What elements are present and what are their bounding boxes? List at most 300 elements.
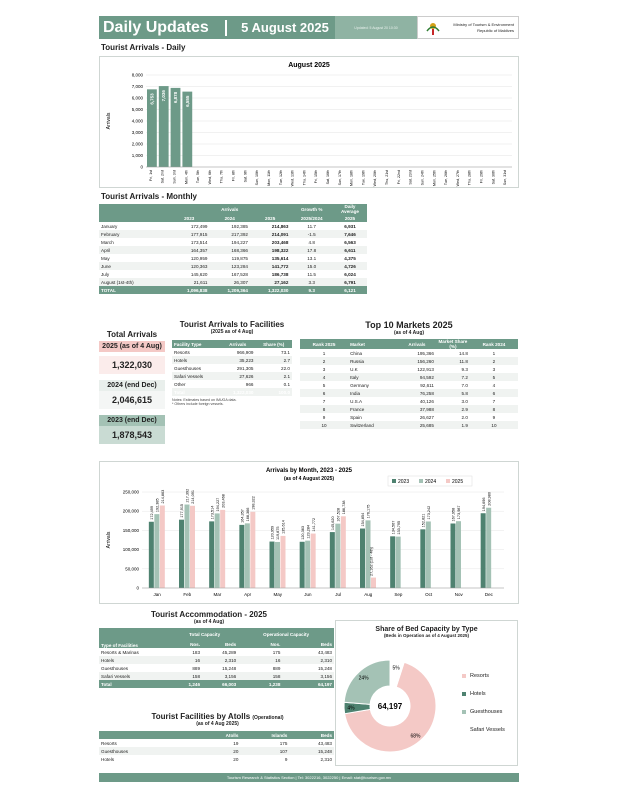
kpi-2023-value: 1,878,543 xyxy=(99,426,165,444)
arr-2025-cell: 214,863 xyxy=(271,223,289,229)
table-row xyxy=(300,405,518,413)
kpi-2024-label: 2024 (end Dec) xyxy=(99,380,165,391)
market-arr-cell: 40,126 xyxy=(419,398,434,404)
slice-label: 24% xyxy=(358,675,369,682)
arr-2023-cell: 120,363 xyxy=(169,262,209,270)
x-tick-label: Fri, 29th xyxy=(479,170,484,184)
prev-rank-cell: 8 xyxy=(470,405,518,413)
table-row xyxy=(300,357,518,365)
market-cell: Russia xyxy=(348,357,398,365)
market-arr-cell: 25,685 xyxy=(398,421,436,429)
month-cell: TOTAL xyxy=(99,286,169,294)
market-arr-cell: 195,366 xyxy=(417,350,434,356)
monthly-section-title: Tourist Arrivals - Monthly xyxy=(101,192,198,201)
fac-share-cell: 0.1 xyxy=(283,381,290,387)
acc-nos-cell: 889 xyxy=(192,665,201,671)
report-date: 5 August 2025 xyxy=(241,20,329,35)
arr-2023-cell: 164,357 xyxy=(169,246,209,254)
atolls-table xyxy=(99,731,334,763)
bar-value-label: 167,528 xyxy=(336,507,341,522)
ministry-block xyxy=(417,16,519,39)
fac-share-cell: 2.1 xyxy=(255,372,292,380)
year-2024-header: 2024 xyxy=(209,214,249,222)
month-cell: August (1st-4th) xyxy=(99,278,169,286)
prev-rank-cell: 3 xyxy=(492,366,496,372)
month-bar xyxy=(360,529,365,588)
table-row xyxy=(172,348,292,356)
month-cell: June xyxy=(99,262,169,270)
markets-subtitle: (as of 4 Aug) xyxy=(393,330,425,336)
type-header: Type of Facilities xyxy=(99,628,171,648)
atolls-subtitle: (as of 4 Aug 2025) xyxy=(196,721,239,727)
atolls-table-wrap xyxy=(99,731,334,763)
facility-cell: Total xyxy=(172,388,220,396)
bar-value-label: 173,987 xyxy=(457,505,462,520)
acc-obeds-cell: 43,483 xyxy=(317,649,332,655)
markets-table xyxy=(300,339,518,429)
atoll-beds-cell: 15,248 xyxy=(289,747,334,755)
bar-value-label: 177,915 xyxy=(180,503,185,518)
accommodation-table-wrap xyxy=(99,628,334,688)
table-row xyxy=(99,238,367,246)
table-row xyxy=(99,755,334,763)
table-row xyxy=(300,349,518,357)
fac-arrivals-cell: 966 xyxy=(245,381,254,387)
legend-swatch xyxy=(446,479,450,483)
bymonth-title: Arrivals by Month, 2023 - 2025 xyxy=(265,468,353,474)
rank-2025-header: Rank 2025 xyxy=(300,339,348,349)
legend-label: 2023 xyxy=(398,479,410,485)
slice-label: 68% xyxy=(410,733,421,740)
month-bar xyxy=(335,524,340,588)
market-header: Market xyxy=(348,339,398,349)
bar-value-label: 6,878 xyxy=(173,91,179,104)
fac-arrivals-cell: 1,322,030 xyxy=(220,388,255,396)
market-arr-cell: 92,611 xyxy=(420,382,434,388)
arr-2024-cell: 1,209,364 xyxy=(209,286,249,294)
market-cell: India xyxy=(348,389,398,397)
facilities-table-wrap xyxy=(172,340,292,406)
fac-arrivals-cell: 966,909 xyxy=(236,349,254,355)
rank-cell: 2 xyxy=(300,357,348,365)
market-share-cell: 11.8 xyxy=(436,357,470,365)
market-arr-cell: 156,260 xyxy=(398,357,436,365)
y-tick-label: 3,000 xyxy=(131,130,143,135)
bar-value-label: 194,696 xyxy=(481,497,486,512)
arr-2024-cell: 119,875 xyxy=(231,255,248,261)
facility-cell: Other xyxy=(174,381,186,387)
market-share-cell: 14.8 xyxy=(458,350,468,356)
month-cell: April xyxy=(99,246,169,254)
x-tick-label: Tue, 26th xyxy=(444,170,449,186)
month-bar xyxy=(245,523,250,588)
bar-value-label: 134,567 xyxy=(391,520,396,535)
x-tick-label: Sat, 16th xyxy=(326,170,330,185)
markets-title: Top 10 Markets 2025 xyxy=(365,320,453,330)
month-cell: May xyxy=(101,255,110,261)
prev-rank-cell: 7 xyxy=(492,398,496,404)
arr-2024-cell: 192,385 xyxy=(231,223,248,229)
acc-onos-cell: 175 xyxy=(272,649,281,655)
island-count-cell: 107 xyxy=(240,747,289,755)
month-bar xyxy=(371,578,376,588)
daily-chart-title: August 2025 xyxy=(288,62,330,69)
table-row xyxy=(99,262,367,270)
acc-type-cell: Guesthouses xyxy=(101,665,129,671)
atoll-type-cell: Hotels xyxy=(101,756,115,762)
month-cell: July xyxy=(101,271,110,277)
table-row xyxy=(99,246,367,254)
x-tick-label: Mon, 4th xyxy=(184,170,189,184)
atoll-beds-cell: 2,310 xyxy=(320,756,332,762)
market-cell: U.K xyxy=(350,366,358,372)
table-row xyxy=(99,664,334,672)
market-arr-cell: 122,913 xyxy=(417,366,434,372)
ministry-country: Republic of Maldives xyxy=(477,27,514,33)
x-tick-label: Apr xyxy=(244,592,252,597)
footer: Tourism Research & Statistics Section | Tel: 3022216, 3022250 | Email: stat@tourism.gov.mv xyxy=(99,773,519,782)
arr-2025-cell: 135,614 xyxy=(271,255,289,261)
arr-2025-cell: 203,468 xyxy=(271,239,289,245)
y-tick-label: 200,000 xyxy=(122,508,139,514)
table-row xyxy=(172,356,292,364)
x-tick-label: Mon, 25th xyxy=(432,170,437,186)
bar-value-label: 7,036 xyxy=(161,90,167,102)
arr-2025-cell: 186,738 xyxy=(271,271,289,277)
y-tick-label: 8,000 xyxy=(131,72,143,78)
x-tick-label: Sun, 31st xyxy=(503,170,508,186)
facility-cell: Hotels xyxy=(172,356,220,364)
facilities-table xyxy=(172,340,292,396)
acc-type-cell: Hotels xyxy=(99,656,171,664)
x-tick-label: Aug xyxy=(364,592,373,597)
daily-section-title: Tourist Arrivals - Daily xyxy=(101,43,186,52)
x-tick-label: Sun, 17th xyxy=(337,170,342,186)
acc-type-cell: Safari Vessels xyxy=(99,672,171,680)
kpi-2025-value: 1,322,030 xyxy=(99,356,165,374)
daily-avg-cell: 4,375 xyxy=(344,255,356,261)
table-total-row xyxy=(99,680,334,688)
acc-beds-cell: 15,248 xyxy=(222,665,237,671)
market-cell: China xyxy=(350,350,363,356)
bar-value-label: 214,091 xyxy=(191,490,196,504)
daily-sub-header: 2025 xyxy=(333,214,367,222)
facility-cell: Guesthouses xyxy=(174,365,202,371)
x-tick-label: Dec xyxy=(484,592,493,597)
acc-beds-cell: 45,289 xyxy=(222,649,237,655)
month-bar xyxy=(481,513,486,588)
monthly-table xyxy=(99,204,367,294)
legend-swatch xyxy=(419,479,423,483)
operational-capacity-header: Operational Capacity xyxy=(238,628,334,640)
month-bar xyxy=(390,536,395,588)
table-row xyxy=(300,421,518,429)
bar-value-label: 167,958 xyxy=(451,507,456,522)
facilities-title: Tourist Arrivals to Facilities xyxy=(179,320,285,329)
x-tick-label: Wed, 13th xyxy=(290,170,295,187)
table-row xyxy=(300,389,518,397)
prev-rank-cell: 4 xyxy=(492,382,496,388)
market-cell: Switzerland xyxy=(348,421,398,429)
month-bar xyxy=(300,542,305,588)
atolls-title-sub: (Operational) xyxy=(252,715,284,721)
x-tick-label: Mon, 11th xyxy=(266,170,271,186)
month-bar xyxy=(420,529,425,588)
bymonth-subtitle: (as of 4 August 2025) xyxy=(283,476,335,482)
legend-label: 2025 xyxy=(452,479,464,485)
bymonth-chart-box xyxy=(99,461,519,604)
prev-rank-cell: 5 xyxy=(470,373,518,381)
x-tick-label: Tue, 19th xyxy=(361,170,366,186)
bar-value-label: 119,875 xyxy=(276,526,281,540)
bar-value-label: 173,514 xyxy=(210,505,215,520)
daily-chart xyxy=(100,57,518,187)
y-tick-label: 1,000 xyxy=(131,153,143,158)
x-tick-label: Mar xyxy=(213,592,222,597)
table-row xyxy=(99,230,367,238)
bar-value-label: 214,863 xyxy=(161,489,166,504)
market-arr-cell: 76,258 xyxy=(398,389,436,397)
facility-share-header: Share (%) xyxy=(255,340,292,348)
y-tick-label: 7,000 xyxy=(131,84,143,89)
bar-value-label: 192,385 xyxy=(155,498,160,513)
y-tick-label: 4,000 xyxy=(131,118,143,124)
month-bar xyxy=(160,505,165,588)
bedshare-title: Share of Bed Capacity by Type xyxy=(375,626,478,633)
facility-cell: Safari Vessels xyxy=(172,372,220,380)
facilities-note-2: * Others include foreign vessels. xyxy=(172,402,224,406)
market-share-cell: 7.0 xyxy=(461,382,468,388)
month-bar xyxy=(341,516,346,588)
fac-arrivals-cell: 27,626 xyxy=(220,372,255,380)
acc-onos-cell: 889 xyxy=(272,665,281,671)
bar-value-label: 6,555 xyxy=(184,95,190,107)
bar-value-label: 173,242 xyxy=(427,505,432,520)
y-tick-label: 100,000 xyxy=(122,547,139,553)
acc-nos-cell: 1,246 xyxy=(171,680,202,688)
legend-swatch xyxy=(392,479,396,483)
market-share-cell: 2.0 xyxy=(461,414,468,420)
arr-2024-cell: 167,528 xyxy=(231,271,248,277)
month-bar xyxy=(154,514,159,588)
table-row xyxy=(300,413,518,421)
prev-rank-cell: 10 xyxy=(470,421,518,429)
bar-value-label: 217,392 xyxy=(185,488,190,503)
y-tick-label: 6,000 xyxy=(131,95,143,101)
acc-onos-cell: 1,238 xyxy=(238,680,282,688)
month-bar xyxy=(250,512,255,588)
oper-nos-header: Nos. xyxy=(238,640,282,648)
market-share-cell: 9.3 xyxy=(461,366,468,372)
x-tick-label: Tue, 12th xyxy=(278,170,283,186)
growth-cell: 3.3 xyxy=(290,278,333,286)
market-arr-cell: 37,988 xyxy=(398,405,436,413)
oper-beds-header: Beds xyxy=(282,640,334,648)
fac-share-cell: 73.1 xyxy=(281,349,290,355)
rank-cell: 6 xyxy=(300,389,348,397)
daily-avg-cell: 6,024 xyxy=(344,271,356,277)
daily-avg-header: Daily Average xyxy=(333,204,367,214)
bar-value-label: 154,854 xyxy=(361,512,366,527)
growth-cell: 13.1 xyxy=(307,255,317,261)
month-bar xyxy=(486,508,491,588)
bar-value-label: 152,821 xyxy=(421,513,426,528)
acc-beds-cell: 2,310 xyxy=(202,656,238,664)
x-tick-label: Thu, 7th xyxy=(219,170,224,184)
facilities-subtitle: (2025 as of 4 Aug) xyxy=(210,329,254,335)
atoll-type-cell: Guesthouses xyxy=(99,747,199,755)
arr-2023-cell: 177,915 xyxy=(169,230,209,238)
market-share-cell: 2.9 xyxy=(436,405,470,413)
legend-safari: Safari Vessels xyxy=(462,727,505,733)
x-tick-label: Sun, 10th xyxy=(255,170,260,186)
island-count-cell: 175 xyxy=(279,740,288,746)
atolls-heading xyxy=(130,712,305,727)
x-tick-label: Sat, 9th xyxy=(243,170,248,183)
y-tick-label: 150,000 xyxy=(122,527,139,533)
bar-value-label: 164,357 xyxy=(240,509,245,523)
rank-cell: 4 xyxy=(300,373,348,381)
atoll-count-cell: 19 xyxy=(233,740,239,746)
month-bar xyxy=(190,506,195,588)
acc-nos-cell: 16 xyxy=(171,656,202,664)
bar-value-label: 194,227 xyxy=(215,497,220,512)
rank-cell: 7 xyxy=(322,398,326,404)
emblem-icon xyxy=(424,19,442,37)
bar-value-label: 120,363 xyxy=(300,526,305,540)
table-row xyxy=(99,747,334,755)
x-tick-label: Fri, 22nd xyxy=(396,170,401,185)
bar-value-label: 168,366 xyxy=(246,507,251,522)
x-tick-label: Sat, 23rd xyxy=(408,170,413,185)
table-row xyxy=(300,373,518,381)
table-row xyxy=(172,364,292,372)
x-tick-label: Sep xyxy=(394,592,403,597)
bedshare-box xyxy=(335,620,518,766)
prev-rank-cell: 6 xyxy=(470,389,518,397)
donut-center-value: 64,197 xyxy=(377,702,403,711)
month-bar xyxy=(456,521,461,588)
acc-onos-cell: 16 xyxy=(238,656,282,664)
growth-cell: 4.8 xyxy=(308,239,315,245)
bedshare-subtitle: (Beds in Operation as of 4 August 2025) xyxy=(383,633,470,638)
accommodation-title: Tourist Accommodation - 2025 xyxy=(150,610,268,619)
bar-value-label: 141,772 xyxy=(311,517,316,532)
growth-cell: 11.7 xyxy=(307,223,316,229)
bar-value-label: 186,738 xyxy=(342,500,347,515)
total-nos-header: Nos. xyxy=(171,640,202,648)
atoll-count-cell: 20 xyxy=(233,756,239,762)
acc-nos-cell: 158 xyxy=(171,672,202,680)
bar-value-label: 120,959 xyxy=(270,525,275,540)
month-bar xyxy=(215,513,220,588)
month-bar xyxy=(305,541,310,588)
x-tick-label: May xyxy=(273,592,283,597)
bar-value-label: 203,468 xyxy=(221,494,226,508)
markets-table-wrap xyxy=(300,339,518,429)
facility-type-header: Facility Type xyxy=(172,340,220,348)
bar-value-label: 176,175 xyxy=(366,504,371,519)
kpi-2023-label: 2023 (end Dec) xyxy=(99,415,165,426)
arr-2023-cell: 145,620 xyxy=(190,271,208,277)
daily-avg-cell: 6,563 xyxy=(344,239,356,245)
atoll-count-cell: 20 xyxy=(199,747,240,755)
atolls-header: Atolls xyxy=(199,731,240,739)
growth-cell: 11.5 xyxy=(307,271,316,277)
arr-2024-cell: 194,227 xyxy=(231,239,248,245)
island-count-cell: 9 xyxy=(284,756,288,762)
fac-share-cell: 100.0 xyxy=(255,388,292,396)
month-bar xyxy=(330,532,335,588)
arr-2023-cell: 1,096,838 xyxy=(169,286,209,294)
x-tick-label: Sun, 3rd xyxy=(172,170,177,184)
acc-obeds-cell: 2,310 xyxy=(282,656,334,664)
month-bar xyxy=(451,524,456,588)
beds-header: Beds xyxy=(289,731,334,739)
arr-2024-cell: 217,392 xyxy=(209,230,249,238)
market-cell: France xyxy=(348,405,398,413)
market-share-header: Market Share (%) xyxy=(436,339,470,349)
acc-obeds-cell: 15,248 xyxy=(317,665,332,671)
market-share-cell: 3.0 xyxy=(461,398,468,404)
acc-onos-cell: 158 xyxy=(238,672,282,680)
rank-cell: 10 xyxy=(300,421,348,429)
rank-cell: 1 xyxy=(322,350,326,356)
market-cell: Germany xyxy=(350,382,369,388)
x-tick-label: Jun xyxy=(304,592,312,597)
month-bar xyxy=(239,525,244,588)
x-tick-label: Wed, 20th xyxy=(373,170,378,187)
arr-2024-cell: 168,366 xyxy=(209,246,249,254)
y-axis-label: Arrivals xyxy=(106,112,112,130)
rank-cell: 9 xyxy=(322,414,326,420)
x-tick-label: Wed, 27th xyxy=(455,170,460,187)
arrivals-header: Arrivals xyxy=(169,204,290,214)
growth-cell: 17.8 xyxy=(290,246,333,254)
table-row xyxy=(172,372,292,380)
y-tick-label: 250,000 xyxy=(122,489,139,495)
month-bar xyxy=(149,522,154,588)
arr-2025-cell: 214,091 xyxy=(250,230,290,238)
ministry-name: Ministry of Tourism & Environment xyxy=(453,21,514,27)
x-tick-label: Nov xyxy=(454,592,463,597)
accommodation-table xyxy=(99,628,334,688)
market-share-cell: 7.2 xyxy=(436,373,470,381)
arr-2025-cell: 1,322,030 xyxy=(250,286,290,294)
facility-arrivals-header: Arrivals xyxy=(220,340,255,348)
acc-type-cell: Resorts & Marinas xyxy=(101,649,139,655)
prev-rank-cell: 2 xyxy=(470,357,518,365)
acc-nos-cell: 183 xyxy=(192,649,201,655)
growth-cell: 15.0 xyxy=(290,262,333,270)
growth-sub-header: 2025/2024 xyxy=(290,214,333,222)
x-tick-label: Thu, 14th xyxy=(302,170,307,186)
header-bar xyxy=(99,16,519,39)
month-bar xyxy=(209,521,214,588)
table-row xyxy=(99,222,367,230)
table-row xyxy=(300,381,518,389)
growth-header: Growth % xyxy=(290,204,333,214)
rank-cell: 5 xyxy=(322,382,326,388)
x-tick-label: Wed, 6th xyxy=(207,170,212,185)
table-row xyxy=(99,278,367,286)
x-tick-label: Sat, 2nd xyxy=(160,170,165,184)
market-arrivals-header: Arrivals xyxy=(398,339,436,349)
y-tick-label: 2,000 xyxy=(131,141,143,147)
x-tick-label: Jul xyxy=(335,592,341,597)
bar-value-label: 135,614 xyxy=(281,520,286,534)
islands-header: Islands xyxy=(240,731,289,739)
